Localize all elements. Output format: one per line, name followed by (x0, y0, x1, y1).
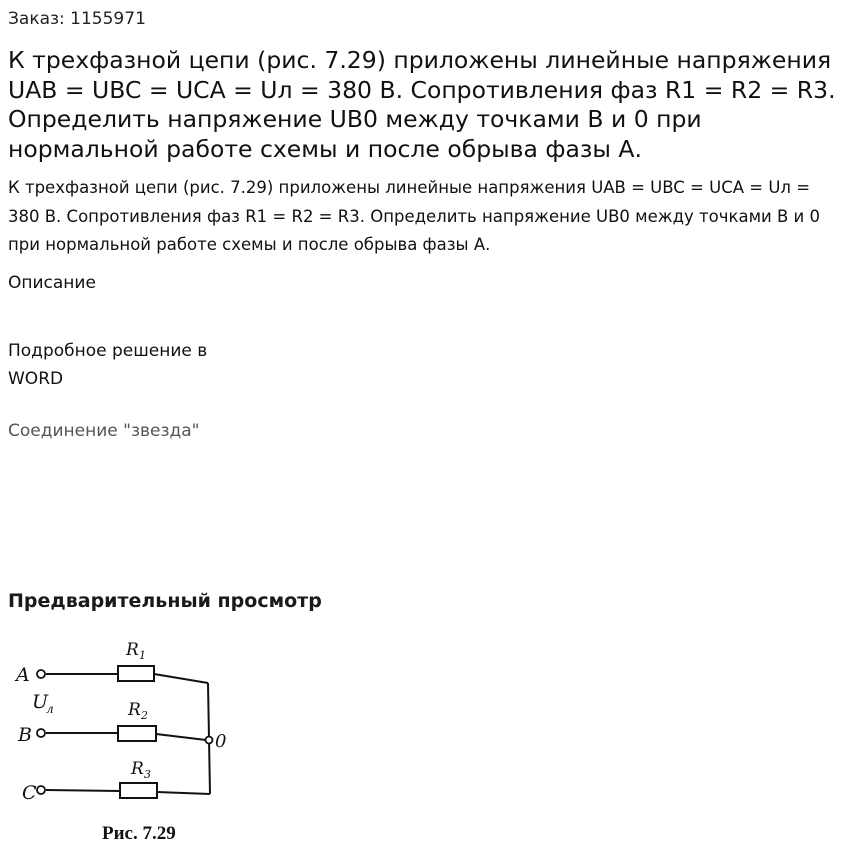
wire-a-right (154, 674, 208, 683)
label-r2: R (128, 700, 141, 720)
label-a: A (16, 664, 30, 686)
figure-caption: Рис. 7.29 (102, 823, 176, 844)
label-r2-sub: 2 (141, 709, 148, 722)
description-heading: Описание (8, 273, 96, 293)
terminal-a (37, 670, 45, 678)
label-r3: R (131, 759, 144, 779)
circuit-diagram (0, 628, 260, 864)
wire-b-right (156, 734, 206, 740)
wire-c-right (157, 792, 210, 794)
solution-note: Подробное решение в WORD (8, 341, 208, 389)
terminal-c (37, 786, 45, 794)
wire-c-left (46, 790, 120, 791)
circuit-figure (0, 628, 260, 864)
page-title: К трехфазной цепи (рис. 7.29) приложены линейные напряжения UAB = UBC = UCA = Uл = 380 В. Сопротивления фаз R1 = R2 = R3. Определить напряжение UB0 между точками В и 0 при нормальной работе схемы и после обрыва фазы А. (8, 46, 836, 163)
label-c: C (22, 782, 37, 804)
resistor-r2 (118, 726, 156, 741)
label-u-sub: л (46, 702, 54, 716)
label-r1: R (126, 640, 139, 660)
problem-description: К трехфазной цепи (рис. 7.29) приложены линейные напряжения UAB = UBC = UCA = Uл = 380 В. Сопротивления фаз R1 = R2 = R3. Определить напряжение UB0 между точками В и 0 при нормальной работе схемы и после обрыва фазы А. (8, 178, 821, 254)
preview-heading: Предварительный просмотр (8, 590, 322, 612)
label-r3-sub: 3 (144, 768, 151, 781)
connection-type: Соединение "звезда" (8, 421, 200, 441)
label-zero: 0 (215, 731, 227, 752)
label-u: U (32, 691, 49, 713)
resistor-r1 (118, 666, 154, 681)
order-number: Заказ: 1155971 (8, 9, 146, 29)
label-b: B (18, 724, 32, 746)
resistor-r3 (120, 783, 157, 798)
label-r1-sub: 1 (139, 649, 146, 662)
node-zero (206, 737, 213, 744)
terminal-b (37, 729, 45, 737)
